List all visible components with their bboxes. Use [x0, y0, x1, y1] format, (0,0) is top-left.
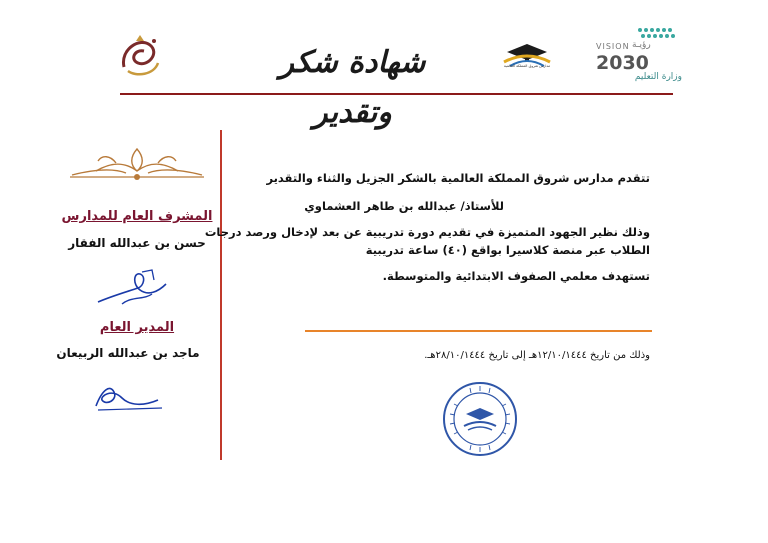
vision-word-ar: رؤيـة: [632, 40, 651, 50]
school-stamp: [440, 380, 520, 458]
supervisor-name: حسن بن عبدالله الفقار: [68, 236, 206, 250]
calligraphy-logo: [110, 27, 170, 85]
sidebar-divider: [220, 130, 222, 460]
supervisor-signature: [92, 266, 174, 312]
school-logo-caption: مدارس شروق المملكة العالمية: [503, 64, 551, 68]
director-signature: [88, 370, 168, 414]
vision-word: VISION: [596, 42, 630, 51]
body-line-3: وذلك نظير الجهود المتميزة في تقديم دورة تدريبية عن بعد لإدخال ورصد درجات: [204, 225, 650, 239]
body-line-5: تستهدف معلمي الصفوف الابتدائية والمتوسطة.: [382, 269, 650, 283]
body-line-4: الطلاب عبر منصة كلاسيرا بواقع (٤٠) ساعة تدريبية: [365, 243, 650, 257]
director-title: المدير العام: [99, 320, 175, 335]
date-line: وذلك من تاريخ ١٢/١٠/١٤٤٤هـ إلى تاريخ ٢٨/١٠/١٤٤٤هـ.: [424, 350, 650, 361]
body-line-1: تتقدم مدارس شروق المملكة العالمية بالشكر الجزيل والثناء والتقدير: [266, 171, 650, 185]
school-logo: [492, 28, 562, 78]
header-rule: [120, 93, 673, 95]
ornament-icon: [66, 143, 208, 183]
ministry-name: وزارة التعليم: [634, 72, 682, 82]
supervisor-title: المشرف العام للمدارس: [61, 209, 213, 224]
recipient-line: للأستاذ/ عبدالله بن طاهر العشماوي: [304, 199, 504, 213]
vision-2030-logo: [594, 26, 684, 84]
certificate-title: شهادة شكر وتقدير: [279, 45, 426, 130]
orange-rule: [305, 330, 652, 332]
director-name: ماجد بن عبدالله الربيعان: [56, 346, 200, 360]
vision-year: 2030: [596, 52, 649, 74]
